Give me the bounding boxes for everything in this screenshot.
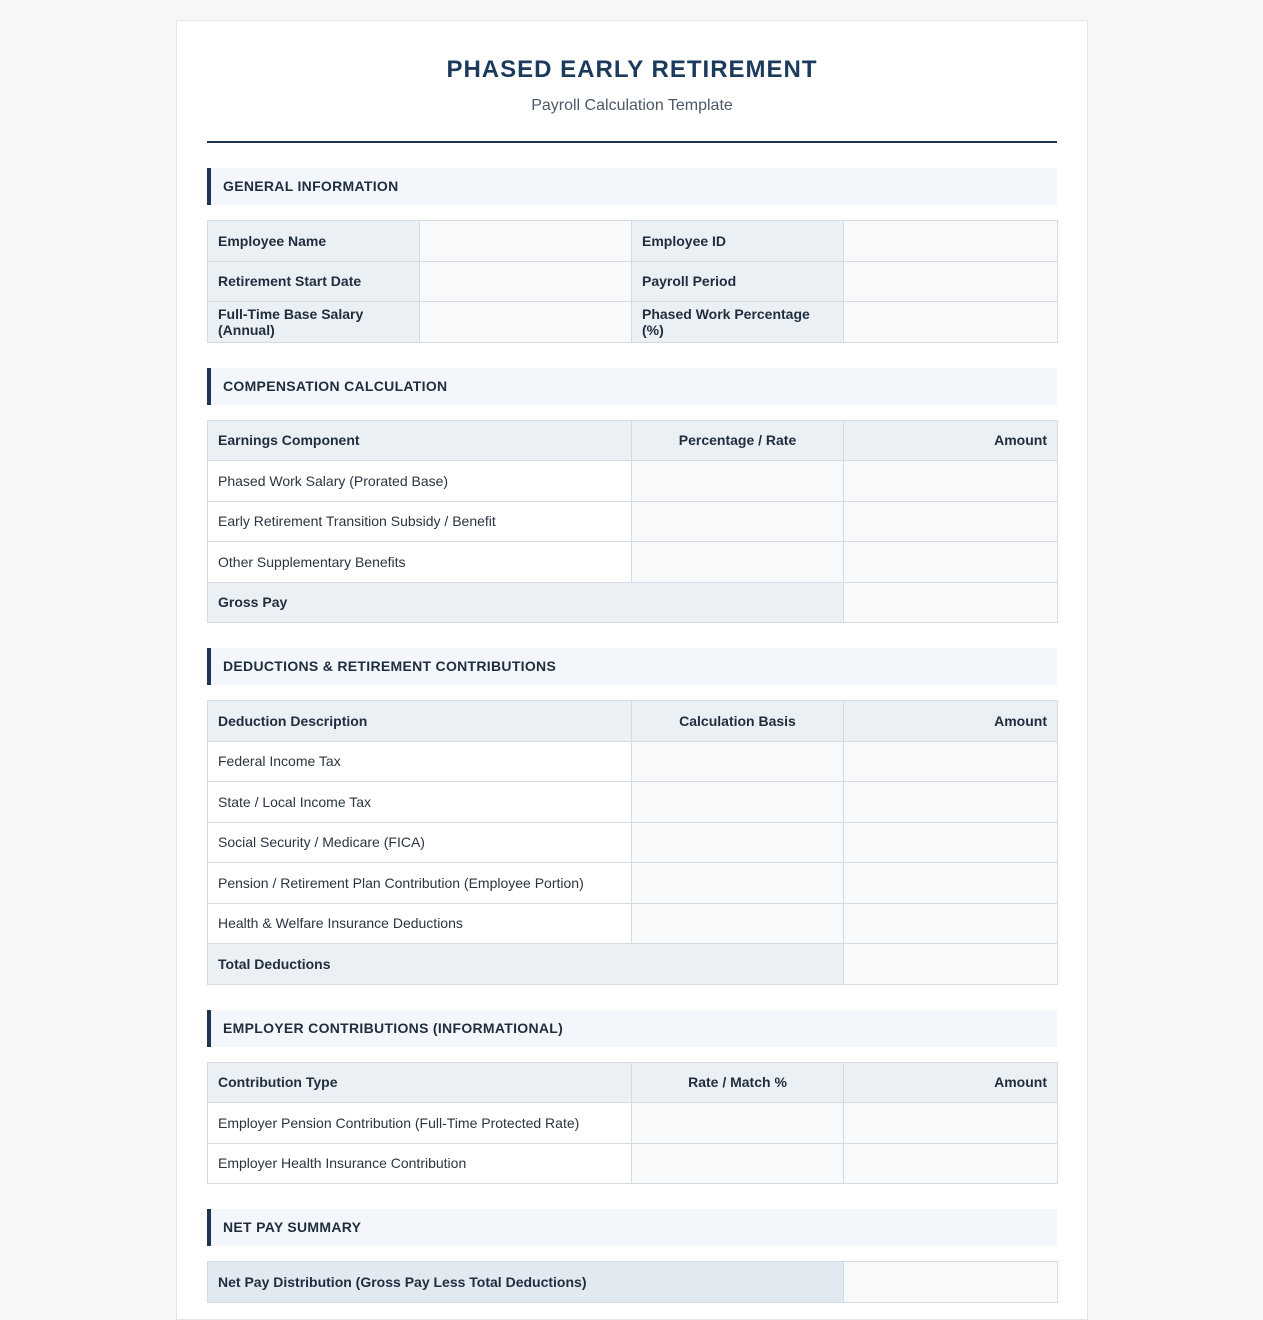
- table-row: [208, 863, 1058, 904]
- column-header-calculation-basis: Calculation Basis: [632, 701, 844, 742]
- employee-id-label: Employee ID: [632, 221, 844, 262]
- base-salary-field[interactable]: [420, 302, 632, 343]
- row-label: State / Local Income Tax: [208, 782, 632, 823]
- net-pay-section: [207, 1209, 1057, 1303]
- column-header-amount: Amount: [844, 1062, 1058, 1103]
- amount-field[interactable]: [844, 782, 1058, 823]
- phased-work-percentage-label: Phased Work Percentage (%): [632, 302, 844, 343]
- column-header-earnings-component: Earnings Component: [208, 420, 632, 461]
- gross-pay-label: Gross Pay: [208, 582, 844, 623]
- rate-field[interactable]: [632, 461, 844, 502]
- table-row: [208, 903, 1058, 944]
- column-header-amount: Amount: [844, 420, 1058, 461]
- document-header: [207, 21, 1057, 143]
- deductions-section: [207, 648, 1057, 985]
- basis-field[interactable]: [632, 903, 844, 944]
- table-row: [208, 822, 1058, 863]
- row-label: Phased Work Salary (Prorated Base): [208, 461, 632, 502]
- row-label: Social Security / Medicare (FICA): [208, 822, 632, 863]
- column-header-rate-match: Rate / Match %: [632, 1062, 844, 1103]
- row-label: Employer Pension Contribution (Full-Time Protected Rate): [208, 1103, 632, 1144]
- section-title-employer-contributions: EMPLOYER CONTRIBUTIONS (INFORMATIONAL): [207, 1010, 1057, 1047]
- deductions-table: [207, 700, 1058, 985]
- basis-field[interactable]: [632, 741, 844, 782]
- table-row: [208, 221, 1058, 262]
- basis-field[interactable]: [632, 863, 844, 904]
- table-row: [208, 302, 1058, 343]
- section-title-net-pay: NET PAY SUMMARY: [207, 1209, 1057, 1246]
- table-row: [208, 741, 1058, 782]
- column-header-deduction-description: Deduction Description: [208, 701, 632, 742]
- payroll-period-label: Payroll Period: [632, 261, 844, 302]
- retirement-start-date-field[interactable]: [420, 261, 632, 302]
- net-pay-table: [207, 1261, 1058, 1303]
- retirement-start-date-label: Retirement Start Date: [208, 261, 420, 302]
- total-deductions-field[interactable]: [844, 944, 1058, 985]
- gross-pay-field[interactable]: [844, 582, 1058, 623]
- net-pay-label: Net Pay Distribution (Gross Pay Less Total Deductions): [208, 1262, 844, 1303]
- rate-field[interactable]: [632, 1143, 844, 1184]
- table-row: [208, 1103, 1058, 1144]
- table-row: [208, 1143, 1058, 1184]
- basis-field[interactable]: [632, 782, 844, 823]
- employer-contributions-section: [207, 1010, 1057, 1185]
- table-header-row: [208, 1062, 1058, 1103]
- table-row: [208, 542, 1058, 583]
- row-label: Early Retirement Transition Subsidy / Benefit: [208, 501, 632, 542]
- employer-contributions-table: [207, 1062, 1058, 1185]
- amount-field[interactable]: [844, 461, 1058, 502]
- column-header-amount: Amount: [844, 701, 1058, 742]
- table-header-row: [208, 701, 1058, 742]
- section-title-general-information: GENERAL INFORMATION: [207, 168, 1057, 205]
- rate-field[interactable]: [632, 501, 844, 542]
- rate-field[interactable]: [632, 542, 844, 583]
- table-row: [208, 261, 1058, 302]
- section-title-compensation: COMPENSATION CALCULATION: [207, 368, 1057, 405]
- document-title: PHASED EARLY RETIREMENT: [446, 56, 818, 83]
- basis-field[interactable]: [632, 822, 844, 863]
- rate-field[interactable]: [632, 1103, 844, 1144]
- column-header-contribution-type: Contribution Type: [208, 1062, 632, 1103]
- row-label: Health & Welfare Insurance Deductions: [208, 903, 632, 944]
- table-row: [208, 501, 1058, 542]
- amount-field[interactable]: [844, 501, 1058, 542]
- amount-field[interactable]: [844, 542, 1058, 583]
- phased-work-percentage-field[interactable]: [844, 302, 1058, 343]
- amount-field[interactable]: [844, 1103, 1058, 1144]
- row-label: Other Supplementary Benefits: [208, 542, 632, 583]
- amount-field[interactable]: [844, 741, 1058, 782]
- compensation-section: [207, 368, 1057, 624]
- amount-field[interactable]: [844, 1143, 1058, 1184]
- document-subtitle: Payroll Calculation Template: [531, 97, 733, 114]
- table-row: [208, 461, 1058, 502]
- payroll-period-field[interactable]: [844, 261, 1058, 302]
- general-information-table: [207, 220, 1058, 343]
- amount-field[interactable]: [844, 903, 1058, 944]
- total-row: [208, 944, 1058, 985]
- general-information-section: [207, 168, 1057, 343]
- row-label: Federal Income Tax: [208, 741, 632, 782]
- amount-field[interactable]: [844, 822, 1058, 863]
- total-row: [208, 582, 1058, 623]
- table-row: [208, 782, 1058, 823]
- row-label: Pension / Retirement Plan Contribution (Employee Portion): [208, 863, 632, 904]
- amount-field[interactable]: [844, 863, 1058, 904]
- section-title-deductions: DEDUCTIONS & RETIREMENT CONTRIBUTIONS: [207, 648, 1057, 685]
- row-label: Employer Health Insurance Contribution: [208, 1143, 632, 1184]
- payroll-form-sheet: [176, 20, 1088, 1320]
- total-deductions-label: Total Deductions: [208, 944, 844, 985]
- compensation-table: [207, 420, 1058, 624]
- column-header-percentage-rate: Percentage / Rate: [632, 420, 844, 461]
- employee-name-field[interactable]: [420, 221, 632, 262]
- employee-id-field[interactable]: [844, 221, 1058, 262]
- employee-name-label: Employee Name: [208, 221, 420, 262]
- table-header-row: [208, 420, 1058, 461]
- base-salary-label: Full-Time Base Salary (Annual): [208, 302, 420, 343]
